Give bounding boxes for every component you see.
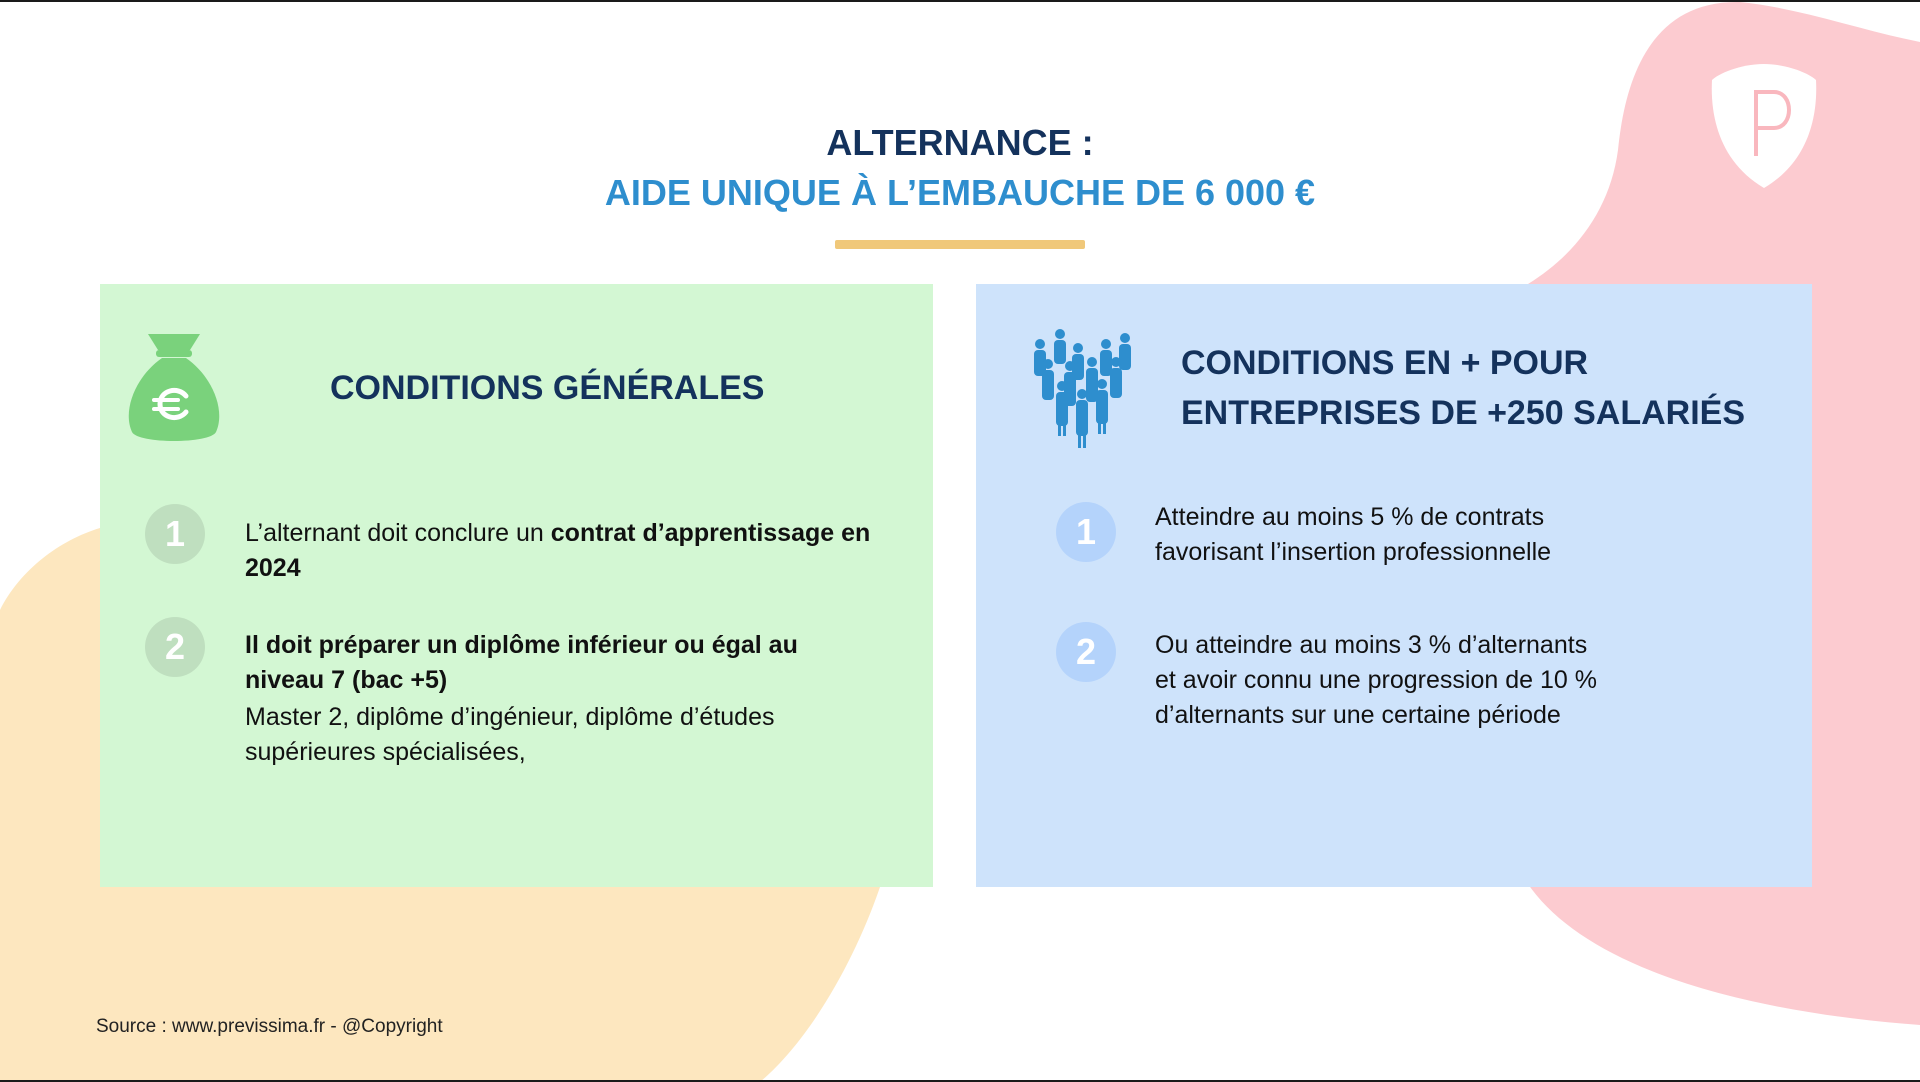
general-conditions-heading: CONDITIONS GÉNÉRALES <box>330 369 765 407</box>
large-company-heading-line-1: CONDITIONS EN + POUR <box>1181 344 1589 382</box>
source-credit: Source : www.previssima.fr - @Copyright <box>96 1016 443 1037</box>
title-line-2: AIDE UNIQUE À L’EMBAUCHE DE 6 000 € <box>604 172 1316 213</box>
number-badge-1: 1 <box>1056 502 1116 562</box>
number-badge-2: 2 <box>145 617 205 677</box>
large-company-condition-1-line-1: Atteindre au moins 5 % de contrats <box>1155 503 1545 531</box>
large-company-conditions-card <box>976 284 1812 887</box>
number-badge-2: 2 <box>1056 622 1116 682</box>
large-company-condition-2 <box>1155 628 1755 733</box>
general-condition-1 <box>245 516 885 586</box>
page-title <box>0 118 1920 218</box>
large-company-heading-line-2: ENTREPRISES DE +250 SALARIÉS <box>1181 394 1746 432</box>
large-company-condition-2-line-2: et avoir connu une progression de 10 % <box>1155 666 1597 694</box>
large-company-condition-2-line-3: d’alternants sur une certaine période <box>1155 701 1561 729</box>
general-condition-1-bold: contrat d’apprentissage en 2024 <box>245 519 871 582</box>
number-badge-1: 1 <box>145 504 205 564</box>
general-condition-2-detail: Master 2, diplôme d’ingénieur, diplôme d’études supérieures spécialisées, <box>245 703 775 766</box>
large-company-condition-1 <box>1155 500 1755 570</box>
general-conditions-card <box>100 284 933 887</box>
general-condition-2-bold: Il doit préparer un diplôme inférieur ou égal au niveau 7 (bac +5) <box>245 631 798 694</box>
large-company-condition-2-line-1: Ou atteindre au moins 3 % d’alternants <box>1155 631 1588 659</box>
large-company-conditions-heading <box>1181 338 1745 438</box>
general-condition-1-plain: L’alternant doit conclure un <box>245 519 551 547</box>
money-bag-euro-icon <box>126 330 222 446</box>
large-company-condition-1-line-2: favorisant l’insertion professionnelle <box>1155 538 1552 566</box>
title-underline <box>835 240 1085 249</box>
group-of-people-icon <box>1030 328 1140 450</box>
title-line-1: ALTERNANCE : <box>826 122 1094 163</box>
general-condition-2 <box>245 628 825 698</box>
